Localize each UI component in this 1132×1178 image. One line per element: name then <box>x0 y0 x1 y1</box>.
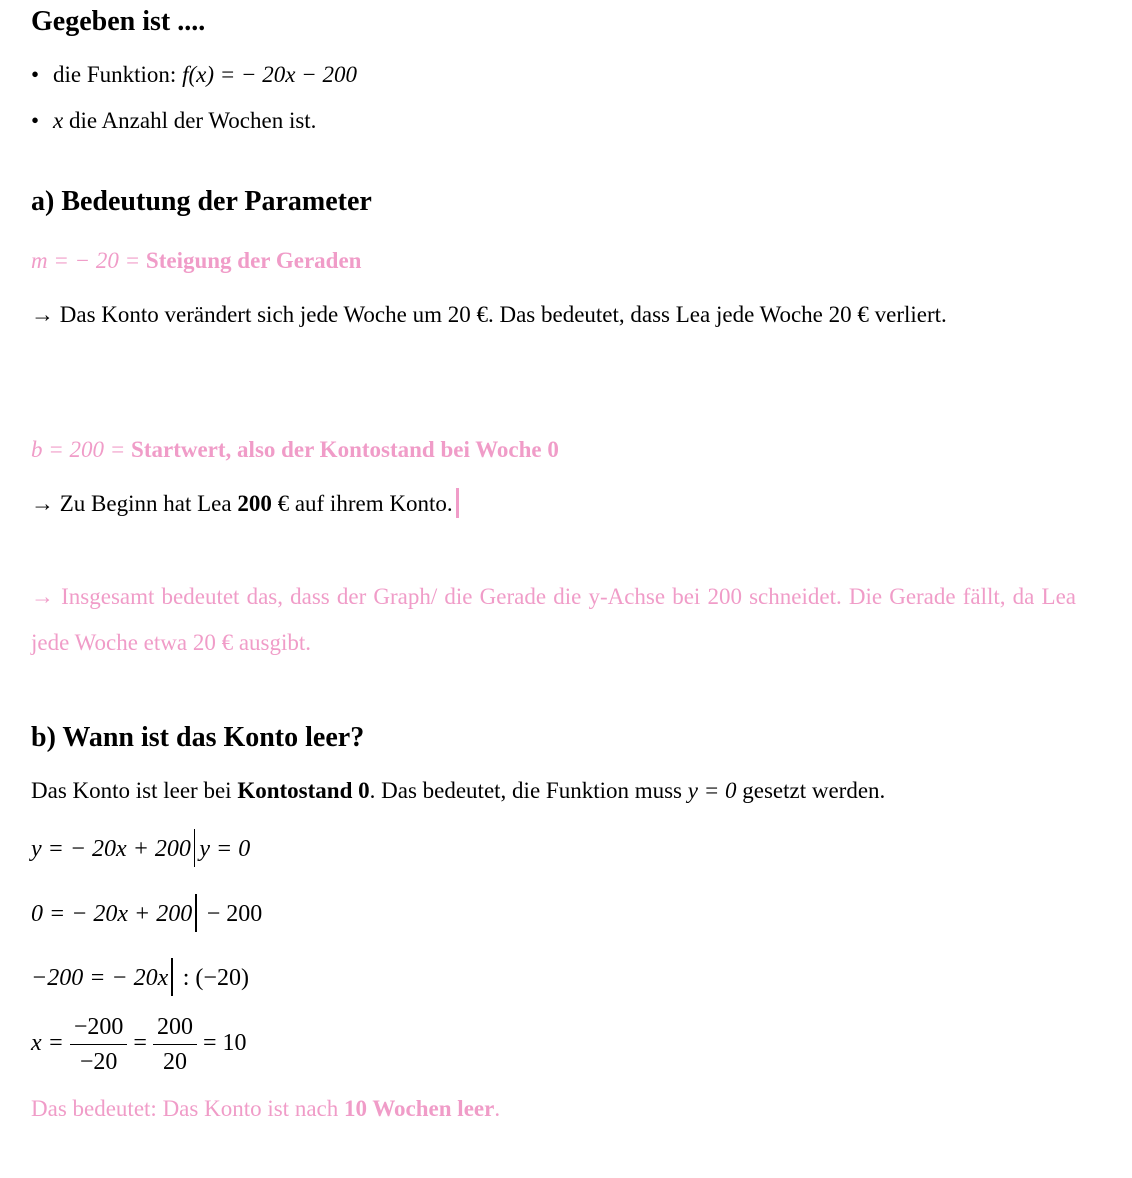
slope-explanation: → Das Konto verändert sich jede Woche um 20 €. Das bedeutet, dass Lea jede Woche 20 € verliert. <box>31 302 947 327</box>
given-heading: Gegeben ist .... <box>31 6 206 37</box>
intercept-line <box>31 437 559 463</box>
fraction-2 <box>153 1010 197 1079</box>
step-left: 0 = − 20x + 200 <box>31 901 193 927</box>
fraction-2-numerator: 200 <box>153 1010 197 1045</box>
summary-paragraph: → Insgesamt bedeutet das, dass der Graph/ die Gerade die y-Achse bei 200 schneidet. Die Gerade fällt, da Lea jede Woche etwa 20 € ausgibt. <box>31 584 1076 655</box>
function-formula: f(x) = − 20x − 200 <box>182 62 357 87</box>
intercept-math: b = 200 = <box>31 437 132 462</box>
intro-suffix: gesetzt werden. <box>736 778 886 803</box>
fraction-2-denominator: 20 <box>162 1049 187 1075</box>
step-operation: − 200 <box>200 901 263 927</box>
section-a-heading: a) Bedeutung der Parameter <box>31 186 372 217</box>
bullet-function <box>31 62 357 88</box>
step-operation: y = 0 <box>199 836 251 862</box>
bullet-text: die Anzahl der Wochen ist. <box>63 108 317 133</box>
equation-step-1 <box>31 829 250 867</box>
text-cursor[interactable] <box>456 488 459 518</box>
fraction-1-denominator: −20 <box>79 1049 118 1075</box>
result-lhs: x = <box>31 1030 64 1057</box>
section-b-intro <box>31 778 885 804</box>
result-equals: = <box>133 1030 147 1057</box>
bullet-variable <box>31 108 316 134</box>
slope-line <box>31 248 361 274</box>
operation-bar <box>171 958 173 996</box>
conclusion-bold: 10 Wochen leer <box>343 1096 495 1121</box>
intro-middle: . Das bedeutet, die Funktion muss <box>369 778 688 803</box>
step-left: y = − 20x + 200 <box>31 836 191 862</box>
operation-bar <box>194 829 196 867</box>
conclusion-prefix: Das bedeutet: Das Konto ist nach <box>31 1096 344 1121</box>
intercept-explanation-suffix: € auf ihrem Konto. <box>271 491 453 516</box>
section-b-heading: b) Wann ist das Konto leer? <box>31 722 365 753</box>
intro-bold: Kontostand 0 <box>237 778 370 803</box>
conclusion-suffix: . <box>494 1096 501 1121</box>
result-rhs: = 10 <box>202 1030 247 1057</box>
conclusion <box>31 1096 500 1122</box>
variable-x: x <box>53 108 64 133</box>
intro-math: y = 0 <box>687 778 737 803</box>
step-operation: : (−20) <box>176 965 249 991</box>
equation-step-2 <box>31 894 262 932</box>
fraction-1-numerator: −200 <box>70 1010 128 1045</box>
equation-step-3 <box>31 958 249 996</box>
slope-math: m = − 20 = <box>31 248 146 273</box>
step-left: −200 = − 20x <box>31 965 169 991</box>
bullet-text: die Funktion: <box>53 62 183 87</box>
slope-label: Steigung der Geraden <box>145 248 362 273</box>
intro-prefix: Das Konto ist leer bei <box>31 778 238 803</box>
bullet-icon: • <box>31 62 40 87</box>
result-equation <box>31 1010 247 1079</box>
intercept-label: Startwert, also der Kontostand bei Woche 0 <box>131 437 559 462</box>
bullet-icon: • <box>31 108 40 133</box>
intercept-explanation-prefix: → Zu Beginn hat Lea <box>31 491 238 516</box>
fraction-1 <box>70 1010 128 1079</box>
operation-bar <box>195 894 197 932</box>
intercept-explanation <box>31 488 459 518</box>
intercept-explanation-amount: 200 <box>237 491 272 516</box>
